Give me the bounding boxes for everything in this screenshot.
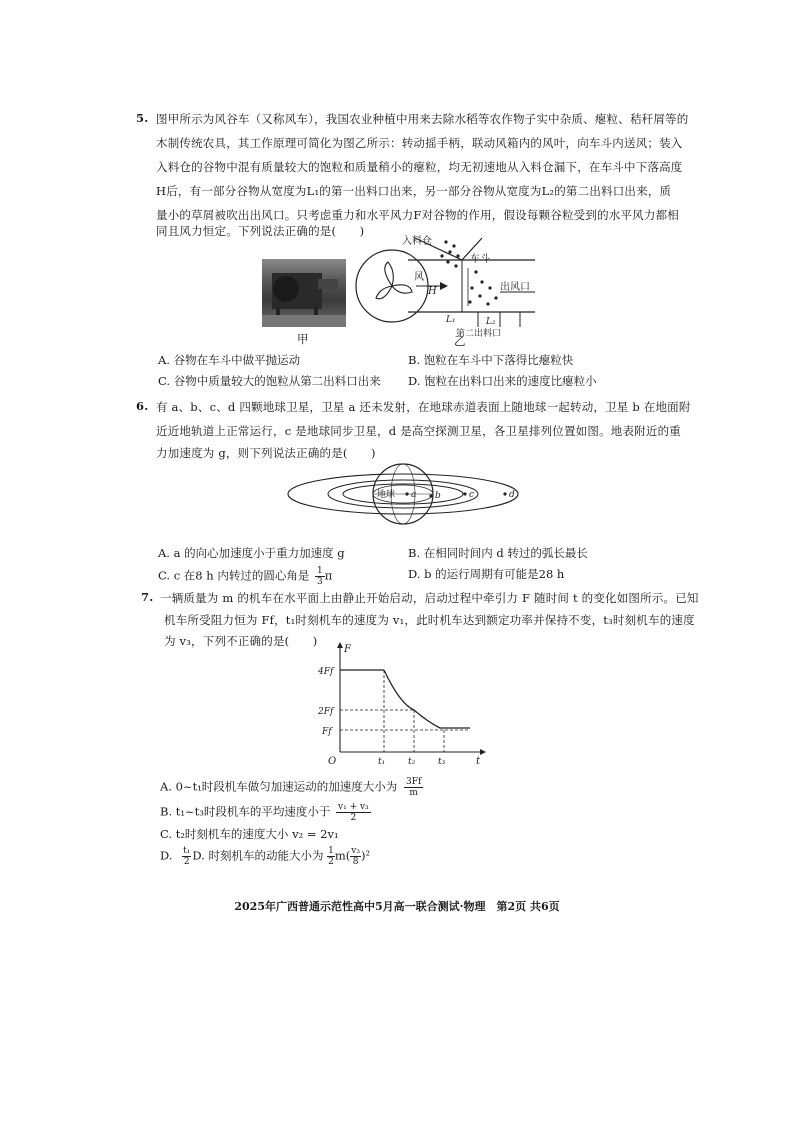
fig-sat-b: b bbox=[435, 491, 441, 501]
q7-line-1: 一辆质量为 m 的机车在水平面上由静止开始启动，启动过程中牵引力 F 随时间 t 的变化如图所示。已知 bbox=[160, 591, 699, 605]
q7-a-frac-den: m bbox=[409, 788, 418, 798]
q5-line-5: 量小的草屑被吹出出风口。只考虑重力和水平风力F对谷物的作用，假设每颗谷粒受到的水平风力都相 bbox=[156, 208, 679, 222]
q5-option-d[interactable]: D. 饱粒在出料口出来的速度比瘪粒小 bbox=[408, 374, 597, 388]
fig-label-jia: 甲 bbox=[297, 332, 309, 346]
fig-L2: L₂ bbox=[486, 317, 496, 327]
q7-option-a[interactable] bbox=[160, 777, 423, 798]
q7-b-frac-den: 2 bbox=[350, 813, 357, 823]
q6-option-a[interactable]: A. a 的向心加速度小于重力加速度 g bbox=[158, 546, 345, 560]
q6-number: 6. bbox=[136, 399, 149, 413]
q7-d-tail: m( bbox=[334, 848, 351, 863]
q7-option-b-text: B. t₁~t₃时段机车的平均速度小于 bbox=[160, 804, 331, 819]
q6-c-frac-den: 3 bbox=[317, 577, 323, 587]
fig-inlet: 入料仓 bbox=[402, 236, 432, 247]
q6-line-2: 近近地轨道上正常运行，c 是地球同步卫星，d 是高空探测卫星，各卫星排列位置如图。地表附近的重 bbox=[156, 424, 682, 438]
q6-line-3: 力加速度为 g，则下列说法正确的是( ) bbox=[156, 446, 376, 460]
q6-c-frac-num: 1 bbox=[317, 566, 323, 576]
q6-option-c[interactable] bbox=[158, 566, 332, 587]
q6-line-1: 有 a、b、c、d 四颗地球卫星，卫星 a 还未发射，在地球赤道表面上随地球一起转动，卫星 b 在地面附 bbox=[156, 400, 691, 414]
q5-number: 5. bbox=[136, 111, 149, 125]
q7-d-pre-num: t₁ bbox=[183, 846, 191, 856]
q6-option-d[interactable]: D. b 的运行周期有可能是28 h bbox=[408, 567, 565, 581]
q7-option-b-fraction bbox=[336, 802, 371, 823]
q7-a-frac-num: 3Ff bbox=[405, 777, 422, 787]
q7-option-d[interactable] bbox=[160, 846, 370, 867]
fig-sat-c: c bbox=[469, 490, 475, 500]
fig-earth: 地球 bbox=[377, 490, 396, 500]
q5-option-a[interactable]: A. 谷物在车斗中做平抛运动 bbox=[158, 353, 301, 367]
graph-ytick-4Ff: 4Ff bbox=[318, 667, 334, 677]
page-footer: 2025年广西普通示范性高中5月高一联合测试·物理 第2页 共6页 bbox=[234, 900, 560, 913]
photo-winnower bbox=[262, 259, 346, 327]
q6-option-c-fraction bbox=[315, 566, 325, 587]
q7-option-d-label: D. bbox=[160, 848, 173, 863]
fig-label-yi: 乙 bbox=[454, 334, 466, 348]
q5-option-c[interactable]: C. 谷物中质量较大的饱粒从第二出料口出来 bbox=[158, 374, 381, 388]
q7-b-frac-num: v₁ + v₃ bbox=[338, 802, 369, 812]
graph-y-label: F bbox=[344, 644, 351, 655]
fig-sat-d: d bbox=[509, 490, 515, 500]
fig-outlet: 出风口 bbox=[500, 282, 530, 293]
graph-xtick-t1: t₁ bbox=[378, 757, 386, 765]
fig-L1: L₁ bbox=[446, 315, 456, 325]
q7-option-b[interactable] bbox=[160, 802, 371, 823]
q5-line-3: 入料仓的谷物中混有质量较大的饱粒和质量稍小的瘪粒，均无初速地从入料仓漏下，在车斗中下落高度 bbox=[156, 160, 683, 174]
q7-d-half-fraction bbox=[327, 846, 335, 867]
fig-wind: 风 bbox=[414, 272, 424, 283]
fig-hopper: 车斗 bbox=[470, 254, 490, 265]
q7-d-half-den: 2 bbox=[328, 857, 334, 867]
q6-option-c-text: C. c 在8 h 内转过的圆心角是 bbox=[158, 568, 310, 583]
q7-d-pre-den: 2 bbox=[183, 857, 190, 867]
graph-ytick-Ff: Ff bbox=[322, 727, 332, 737]
graph-ytick-2Ff: 2Ff bbox=[318, 707, 334, 717]
q7-d-inner-num: v₃ bbox=[351, 846, 360, 856]
q5-line-1: 图甲所示为风谷车（又称风车），我国农业种植中用来去除水稻等农作物子实中杂质、瘪粒、秸秆屑等的 bbox=[156, 112, 689, 126]
orbit-diagram bbox=[283, 462, 523, 532]
q7-d-pre-fraction bbox=[182, 846, 191, 867]
q7-option-d-text: D. 时刻机车的动能大小为 bbox=[192, 848, 324, 863]
q7-option-a-fraction bbox=[404, 777, 423, 798]
q7-d-half-num: 1 bbox=[328, 846, 334, 856]
fig-second-outlet: 第二出料口 bbox=[456, 329, 502, 339]
graph-origin: O bbox=[328, 756, 337, 765]
q5-line-6: 同且风力恒定。下列说法正确的是( ) bbox=[156, 224, 365, 238]
q7-d-end: )² bbox=[360, 848, 371, 863]
q5-option-b[interactable]: B. 饱粒在车斗中下落得比瘪粒快 bbox=[408, 353, 574, 367]
fig-sat-a: a bbox=[411, 490, 417, 500]
q7-line-2: 机车所受阻力恒为 Ff，t₁时刻机车的速度为 v₁，此时机车达到额定功率并保持不变，t₃时刻机车的速度 bbox=[164, 613, 695, 627]
q6-option-b[interactable]: B. 在相同时间内 d 转过的弧长最长 bbox=[408, 546, 588, 560]
q7-number: 7. bbox=[141, 590, 154, 604]
graph-xtick-t2: t₂ bbox=[408, 757, 416, 765]
q7-d-inner-den: 8 bbox=[352, 857, 359, 867]
q5-line-4: H后，有一部分谷物从宽度为L₁的第一出料口出来，另一部分谷物从宽度为L₂的第二出料口出来，质 bbox=[156, 184, 672, 198]
graph-xtick-t3: t₃ bbox=[438, 757, 446, 765]
q5-line-2: 木制传统农具，其工作原理可简化为图乙所示：转动摇手柄，联动风箱内的风叶，向车斗内送风；装入 bbox=[156, 136, 683, 150]
q7-d-inner-fraction bbox=[350, 846, 361, 867]
winnower-diagram bbox=[350, 232, 550, 342]
q6-c-frac-tail: π bbox=[324, 568, 333, 583]
q7-option-a-text: A. 0~t₁时段机车做匀加速运动的加速度大小为 bbox=[160, 779, 398, 794]
q7-line-3: 为 v₃，下列不正确的是( ) bbox=[164, 634, 318, 648]
force-time-graph bbox=[318, 640, 488, 765]
graph-x-label: t bbox=[476, 756, 481, 765]
q7-option-c[interactable]: C. t₂时刻机车的速度大小 v₂ = 2v₁ bbox=[160, 827, 339, 841]
fig-H: H bbox=[428, 286, 437, 297]
